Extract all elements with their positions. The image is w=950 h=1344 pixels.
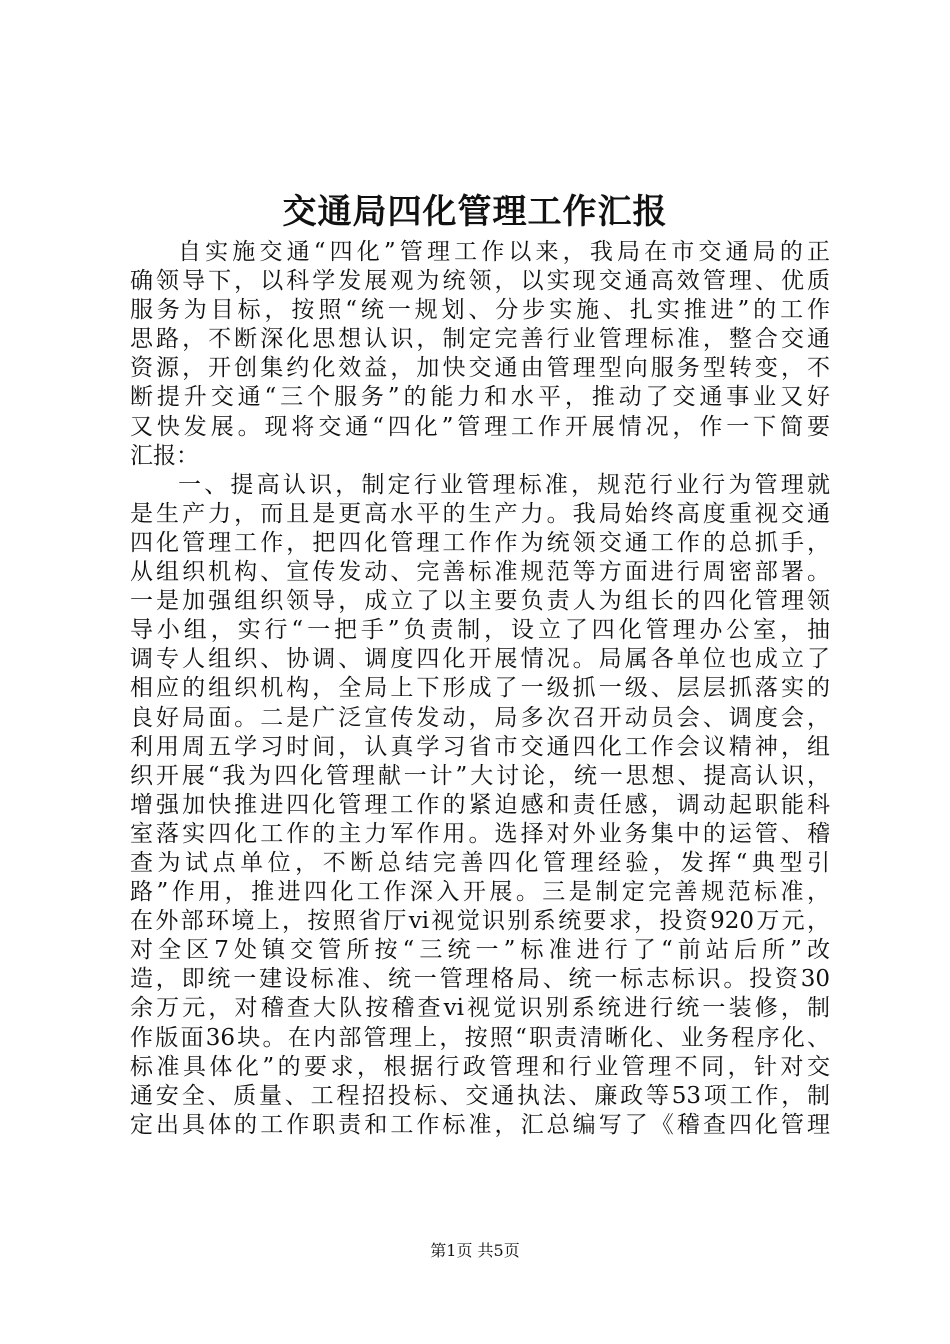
text-line: 自实施交通“四化”管理工作以来，我局在市交通局的正 — [178, 239, 830, 265]
text-line: 资源，开创集约化效益，加快交通由管理型向服务型转变，不 — [130, 355, 830, 382]
text-line: 作版面36块。在内部管理上，按照“职责清晰化、业务程序化、 — [130, 1024, 830, 1051]
text-line: 标准具体化”的要求，根据行政管理和行业管理不同，针对交 — [130, 1053, 830, 1080]
text-line: 从组织机构、宣传发动、完善标准规范等方面进行周密部署。 — [130, 559, 830, 586]
text-line: 查为试点单位，不断总结完善四化管理经验，发挥“典型引 — [130, 849, 830, 876]
text-line: 一、提高认识，制定行业管理标准，规范行业行为管理就 — [178, 471, 830, 498]
text-line: 在外部环境上，按照省厅vi视觉识别系统要求，投资920万元， — [130, 908, 830, 935]
text-line: 一是加强组织领导，成立了以主要负责人为组长的四化管理领 — [130, 588, 830, 615]
page-title: 交通局四化管理工作汇报 — [282, 192, 668, 232]
text-line: 增强加快推进四化管理工作的紧迫感和责任感，调动起职能科 — [130, 791, 830, 818]
text-line: 织开展“我为四化管理献一计”大讨论，统一思想、提高认识， — [130, 762, 830, 789]
body-text — [130, 238, 830, 1140]
text-line: 定出具体的工作职责和工作标准，汇总编写了《稽查四化管理 — [130, 1111, 830, 1138]
text-line: 断提升交通“三个服务”的能力和水平，推动了交通事业又好 — [130, 384, 830, 411]
text-line: 确领导下，以科学发展观为统领，以实现交通高效管理、优质 — [130, 268, 830, 295]
text-line: 服务为目标，按照“统一规划、分步实施、扎实推进”的工作 — [130, 297, 830, 324]
text-line: 四化管理工作，把四化管理工作作为统领交通工作的总抓手， — [130, 529, 830, 556]
text-line: 导小组，实行“一把手”负责制，设立了四化管理办公室，抽 — [130, 617, 830, 644]
text-line: 是生产力，而且是更高水平的生产力。我局始终高度重视交通 — [130, 500, 830, 527]
text-line: 对全区7处镇交管所按“三统一”标准进行了“前站后所”改 — [130, 937, 830, 964]
text-line: 汇报： — [130, 442, 199, 469]
text-line: 余万元，对稽查大队按稽查vi视觉识别系统进行统一装修，制 — [130, 995, 830, 1022]
text-line: 通安全、质量、工程招投标、交通执法、廉政等53项工作，制 — [130, 1082, 830, 1109]
page-footer: 第1页 共5页 — [430, 1241, 520, 1260]
text-line: 室落实四化工作的主力军作用。选择对外业务集中的运管、稽 — [130, 820, 830, 847]
text-line: 相应的组织机构，全局上下形成了一级抓一级、层层抓落实的 — [130, 675, 830, 702]
text-line: 造，即统一建设标准、统一管理格局、统一标志标识。投资30 — [130, 966, 830, 993]
paragraph-1 — [130, 238, 830, 471]
text-line: 调专人组织、协调、调度四化开展情况。局属各单位也成立了 — [130, 646, 830, 673]
paragraph-2 — [130, 471, 830, 1140]
text-line: 路”作用，推进四化工作深入开展。三是制定完善规范标准， — [130, 879, 830, 906]
text-line: 良好局面。二是广泛宣传发动，局多次召开动员会、调度会， — [130, 704, 830, 731]
text-line: 思路，不断深化思想认识，制定完善行业管理标准，整合交通 — [130, 326, 830, 353]
text-line: 又快发展。现将交通“四化”管理工作开展情况，作一下简要 — [130, 413, 830, 440]
text-line: 利用周五学习时间，认真学习省市交通四化工作会议精神，组 — [130, 733, 830, 760]
